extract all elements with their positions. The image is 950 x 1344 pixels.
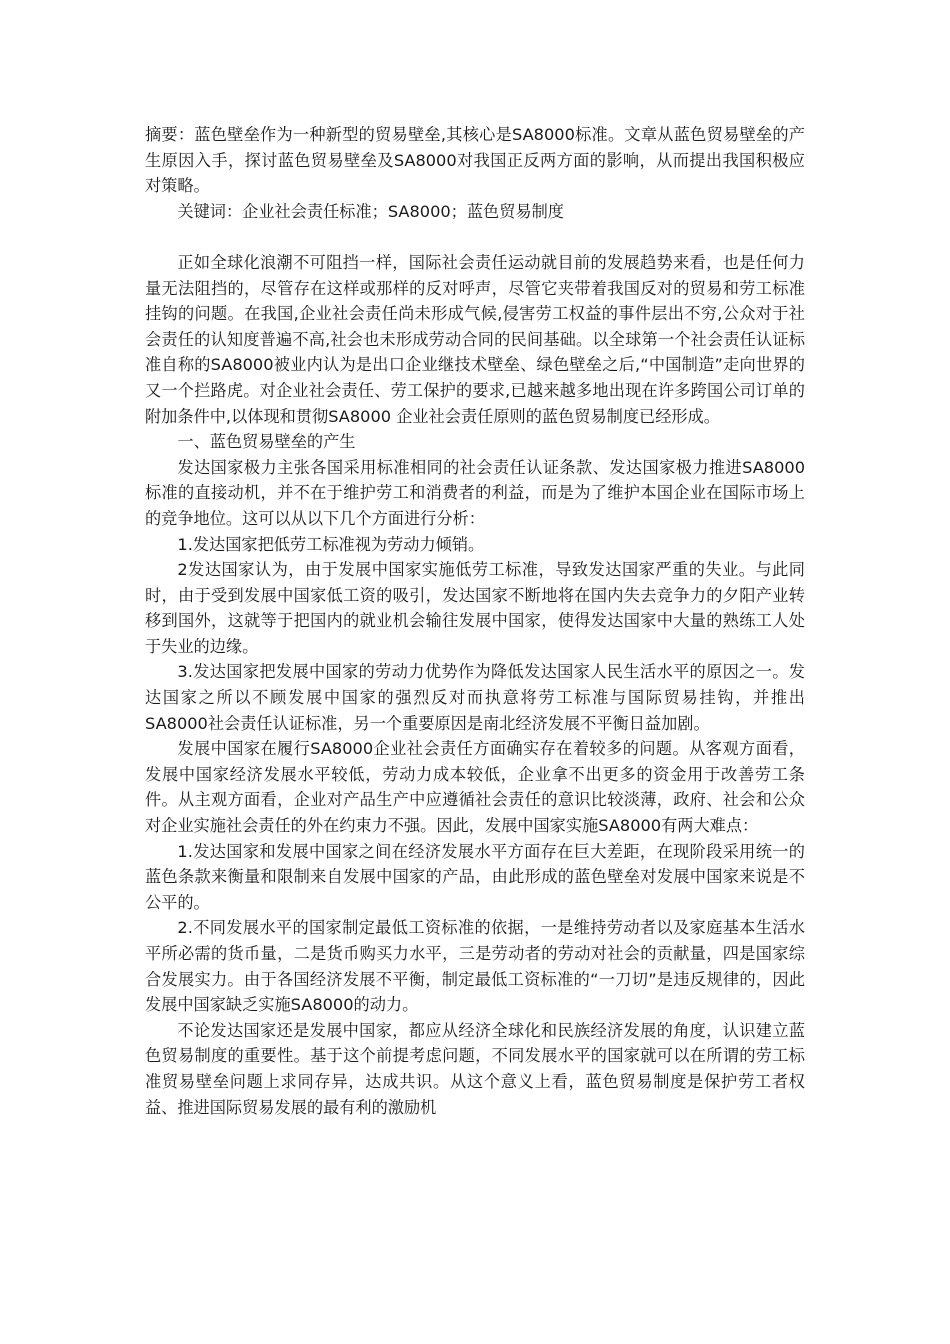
blank-line (145, 224, 805, 250)
body-paragraph: 正如全球化浪潮不可阻挡一样，国际社会责任运动就目前的发展趋势来看，也是任何力量无法阻挡的，尽管存在这样或那样的反对呼声，尽管它夹带着我国反对的贸易和劳工标准挂钩的问题。在我国,企业社会责任尚未形成气候,侵害劳工权益的事件层出不穷,公众对于社会责任的认知度普遍不高,社会也未形成劳动合同的民间基础。以全球第一个社会责任认证标准自称的SA8000被业内认为是出口企业继技术壁垒、绿色壁垒之后,“中国制造”走向世界的又一个拦路虎。对企业社会责任、劳工保护的要求,已越来越多地出现在许多跨国公司订单的附加条件中,以体现和贯彻SA8000 企业社会责任原则的蓝色贸易制度已经形成。 (145, 252, 805, 426)
list-item: 1.发达国家把低劳工标准视为劳动力倾销。 (177, 534, 485, 554)
section-heading: 一、蓝色贸易壁垒的产生 (177, 432, 356, 452)
list-item: 1.发达国家和发展中国家之间在经济发展水平方面存在巨大差距，在现阶段采用统一的蓝色条款来衡量和限制来自发展中国家的产品，由此形成的蓝色壁垒对发展中国家来说是不公平的。 (145, 841, 805, 912)
list-item: 3.发达国家把发展中国家的劳动力优势作为降低发达国家人民生活水平的原因之一。发达国家之所以不顾发展中国家的强烈反对而执意将劳工标准与国际贸易挂钩，并推出SA8000社会责任认证标准，另一个重要原因是南北经济发展不平衡日益加剧。 (145, 662, 805, 733)
document-body (145, 122, 805, 1120)
abstract-paragraph: 摘要：蓝色壁垒作为一种新型的贸易壁垒,其核心是SA8000标准。文章从蓝色贸易壁垒的产生原因入手，探讨蓝色贸易壁垒及SA8000对我国正反两方面的影响，从而提出我国积极应对策略。 (145, 125, 805, 196)
body-paragraph: 不论发达国家还是发展中国家，都应从经济全球化和民族经济发展的角度，认识建立蓝色贸易制度的重要性。基于这个前提考虑问题，不同发展水平的国家就可以在所谓的劳工标准贸易壁垒问题上求同存异，达成共识。从这个意义上看，蓝色贸易制度是保护劳工者权益、推进国际贸易发展的最有利的激励机 (145, 1020, 805, 1117)
keywords-line: 关键词：企业社会责任标准；SA8000；蓝色贸易制度 (177, 201, 564, 221)
list-item: 2发达国家认为，由于发展中国家实施低劳工标准，导致发达国家严重的失业。与此同时，由于受到发展中国家低工资的吸引，发达国家不断地将在国内失去竞争力的夕阳产业转移到国外，这就等于把国内的就业机会输往发展中国家，使得发达国家中大量的熟练工人处于失业的边缘。 (145, 560, 805, 656)
body-paragraph: 发达国家极力主张各国采用标准相同的社会责任认证条款、发达国家极力推进SA8000标准的直接动机，并不在于维护劳工和消费者的利益，而是为了维护本国企业在国际市场上的竞争地位。这可以从以下几个方面进行分析： (145, 457, 805, 528)
body-paragraph: 发展中国家在履行SA8000企业社会责任方面确实存在着较多的问题。从客观方面看，发展中国家经济发展水平较低，劳动力成本较低，企业拿不出更多的资金用于改善劳工条件。从主观方面看，企业对产品生产中应遵循社会责任的意识比较淡薄，政府、社会和公众对企业实施社会责任的外在约束力不强。因此，发展中国家实施SA8000有两大难点： (145, 739, 805, 836)
list-item: 2.不同发展水平的国家制定最低工资标准的依据，一是维持劳动者以及家庭基本生活水平所必需的货币量，二是货币购买力水平，三是劳动者的劳动对社会的贡献量，四是国家综合发展实力。由于各国经济发展不平衡，制定最低工资标准的“一刀切”是违反规律的，因此发展中国家缺乏实施SA8000的动力。 (145, 918, 805, 1015)
